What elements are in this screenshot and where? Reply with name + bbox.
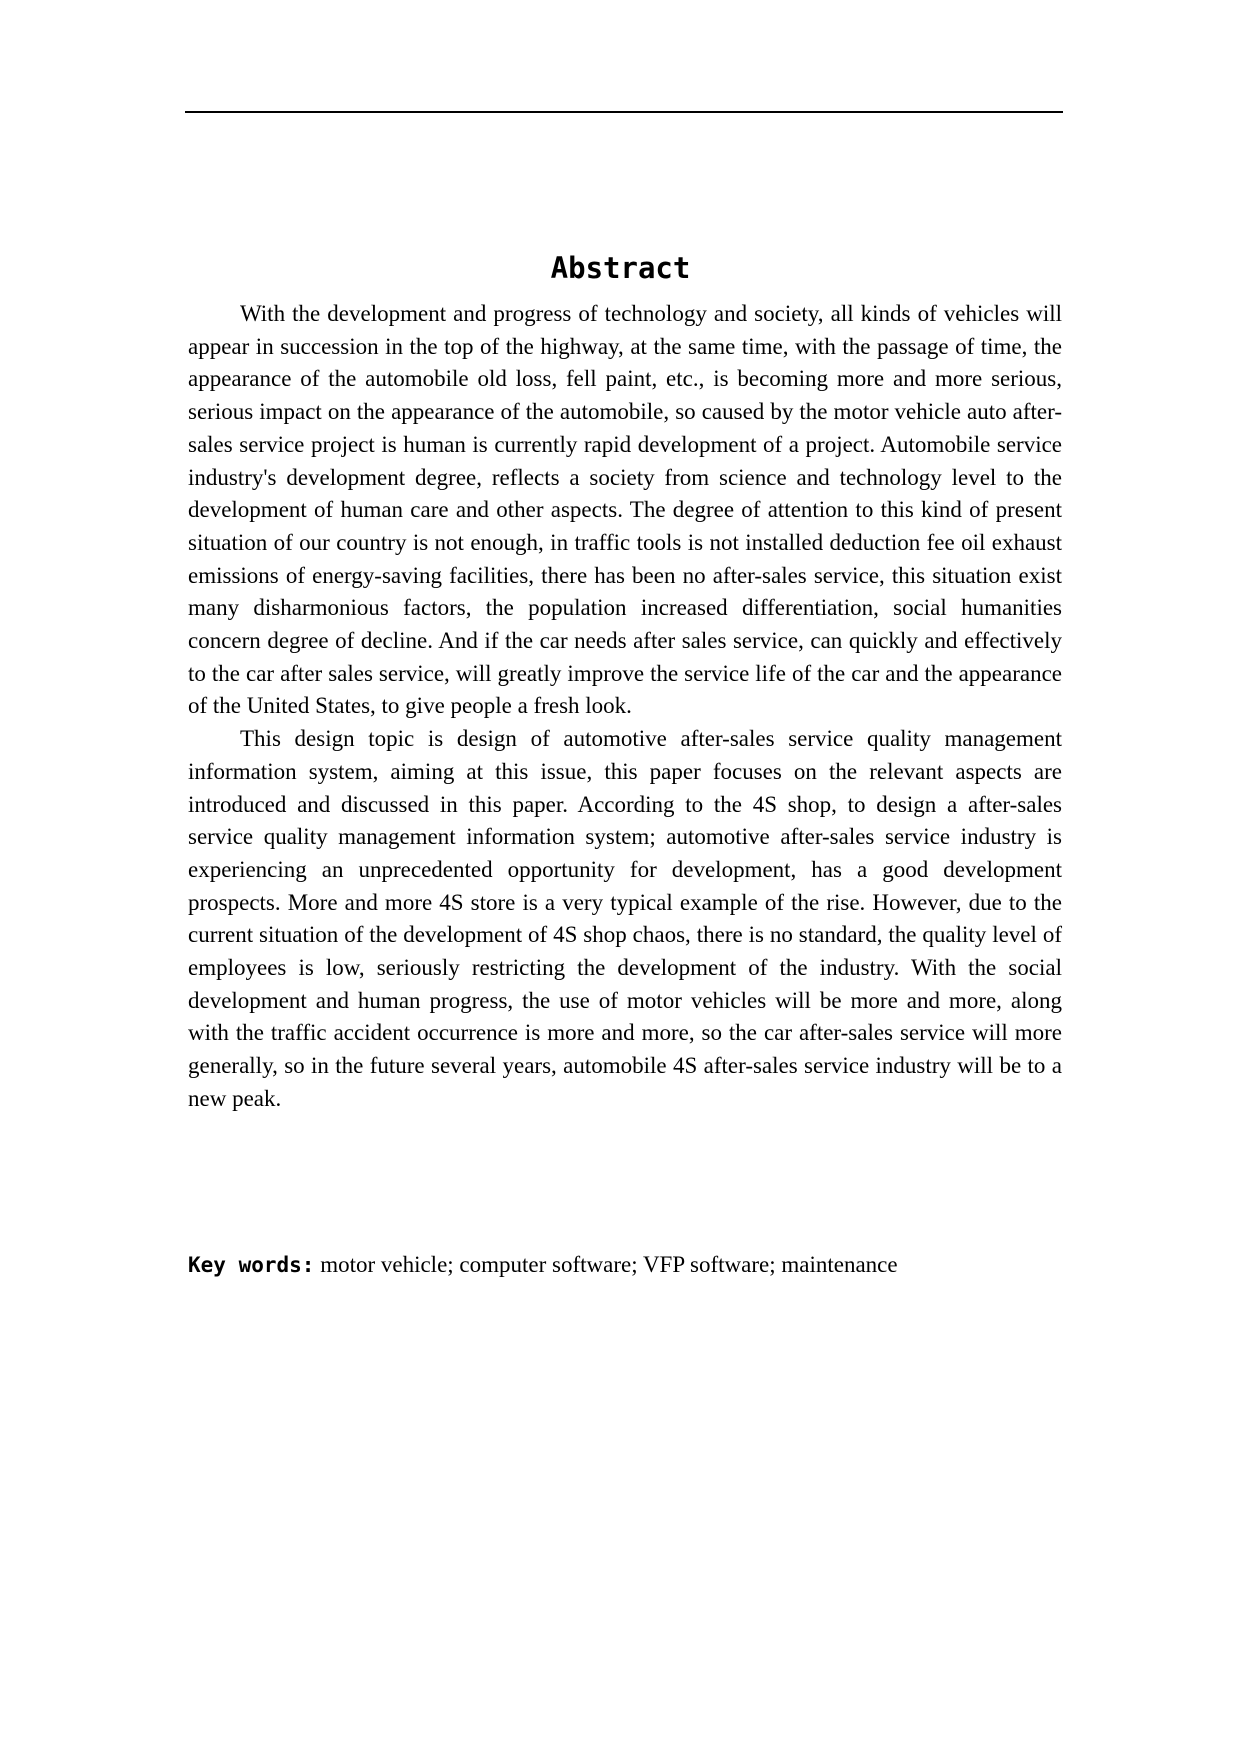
- abstract-title: Abstract: [550, 251, 691, 285]
- keywords-line: [188, 1249, 1062, 1281]
- abstract-paragraph-2: This design topic is design of automotive after-sales service quality management information system, aiming at this issue, this paper focuses on the relevant aspects are introduced and discussed in this paper. According to the 4S shop, to design a after-sales service quality management information system; automotive after-sales service industry is experiencing an unprecedented opportunity for development, has a good development prospects. More and more 4S store is a very typical example of the rise. However, due to the current situation of the development of 4S shop chaos, there is no standard, the quality level of employees is low, seriously restricting the development of the industry. With the social development and human progress, the use of motor vehicles will be more and more, along with the traffic accident occurrence is more and more, so the car after-sales service will more generally, so in the future several years, automobile 4S after-sales service industry will be to a new peak.: [188, 726, 1062, 1111]
- keywords-label: Key words:: [188, 1253, 315, 1277]
- abstract-paragraph-1: With the development and progress of technology and society, all kinds of vehicles will appear in succession in the top of the highway, at the same time, with the passage of time, the appearance of the automobile old loss, fell paint, etc., is becoming more and more serious, serious impact on the appearance of the automobile, so caused by the motor vehicle auto after-sales service project is human is currently rapid development of a project. Automobile service industry's development degree, reflects a society from science and technology level to the development of human care and other aspects. The degree of attention to this kind of present situation of our country is not enough, in traffic tools is not installed deduction fee oil exhaust emissions of energy-saving facilities, there has been no after-sales service, this situation exist many disharmonious factors, the population increased differentiation, social humanities concern degree of decline. And if the car needs after sales service, can quickly and effectively to the car after sales service, will greatly improve the service life of the car and the appearance of the United States, to give people a fresh look.: [188, 301, 1062, 719]
- header-rule: [185, 111, 1063, 113]
- abstract-body: [188, 298, 1062, 1116]
- keywords-text: motor vehicle; computer software; VFP software; maintenance: [314, 1252, 898, 1277]
